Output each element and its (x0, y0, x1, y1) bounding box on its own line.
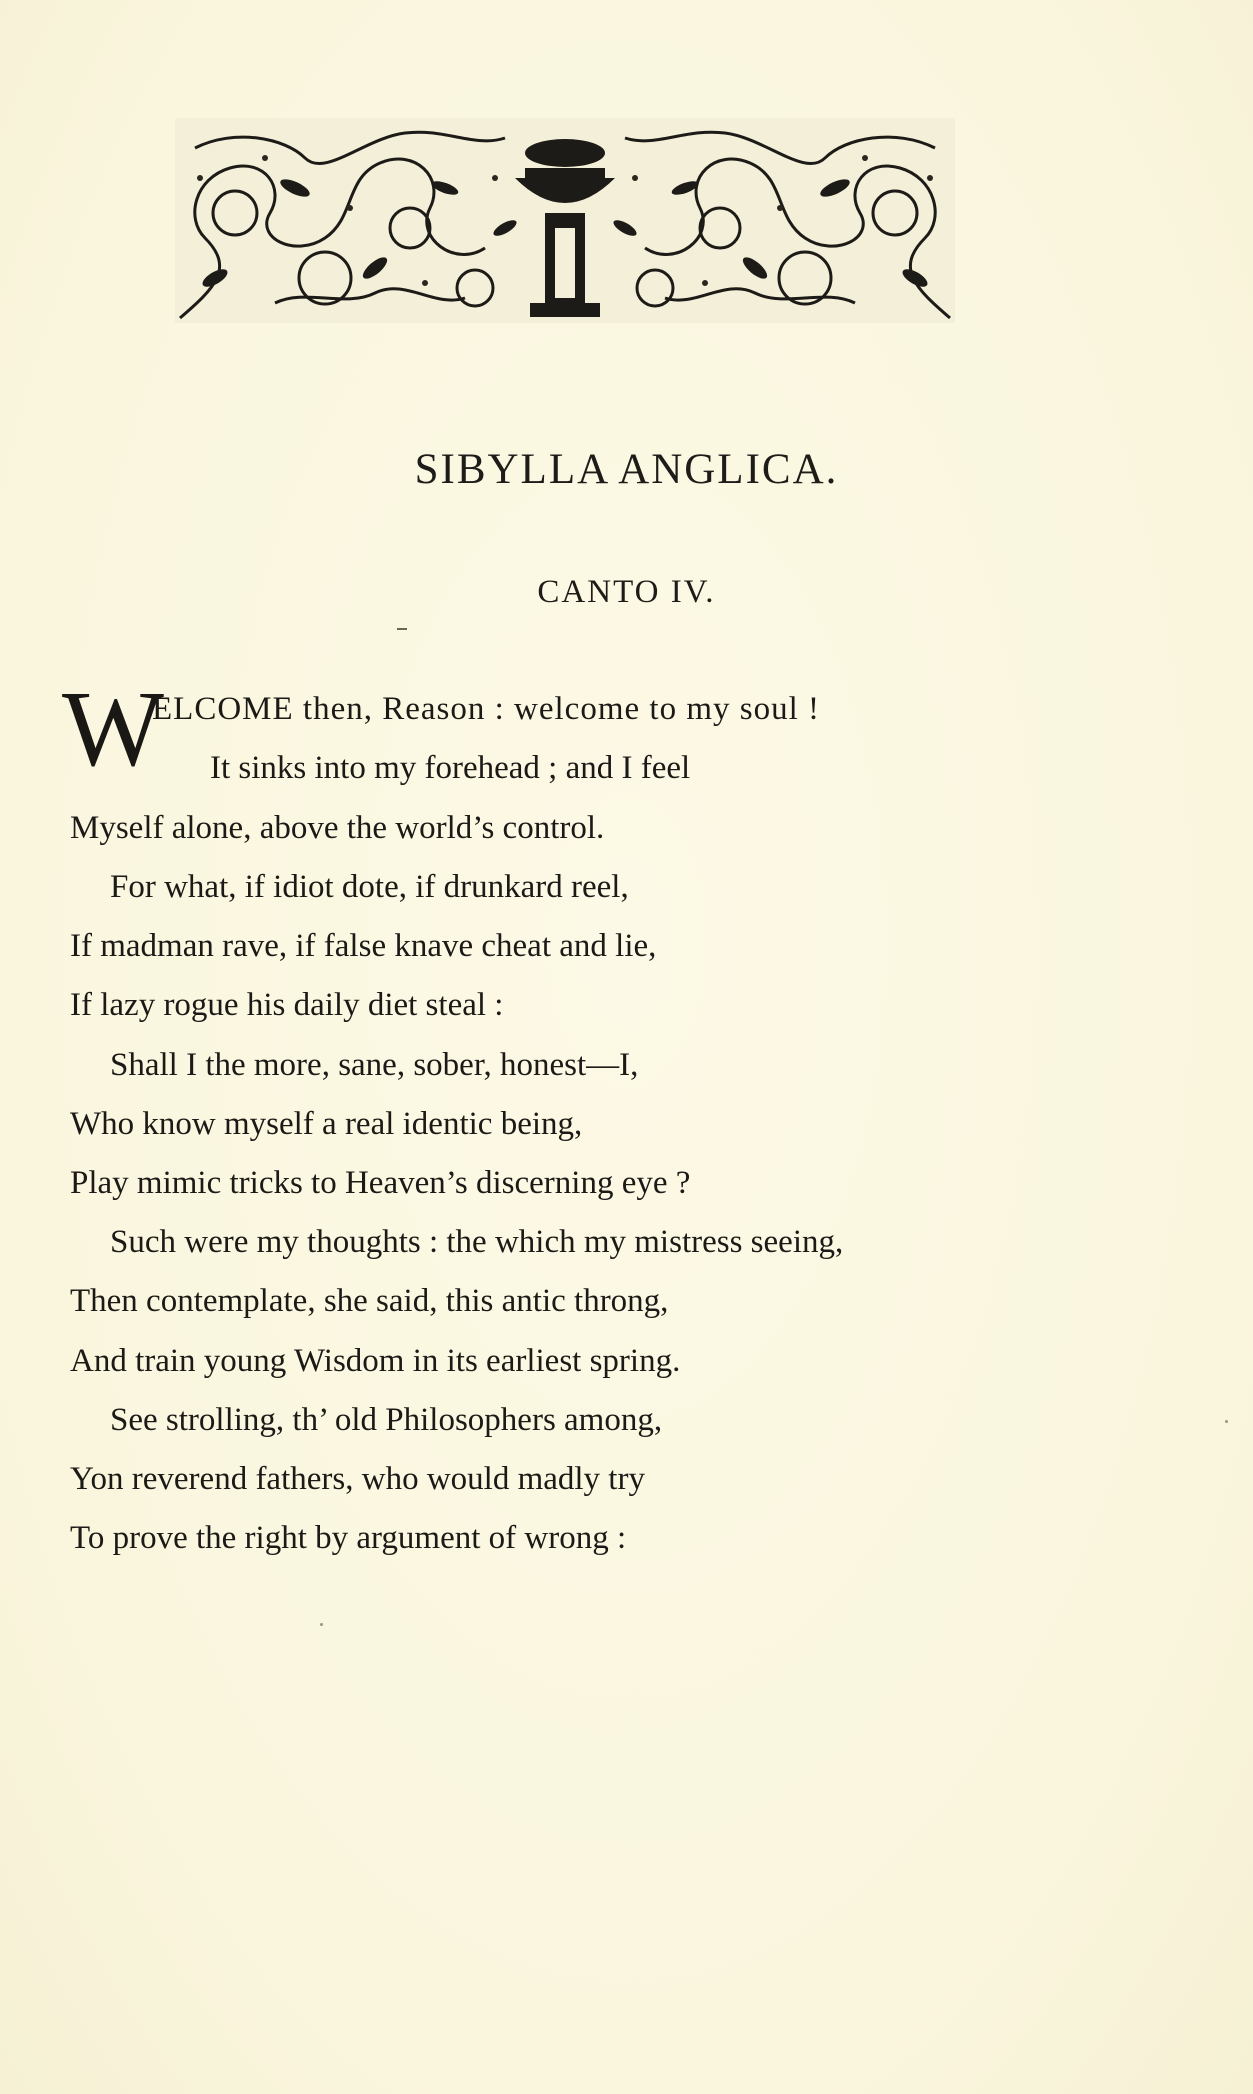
poem-line-9: Play mimic tricks to Heaven’s discerning eye ? (70, 1165, 691, 1201)
canto-heading: CANTO IV. (537, 574, 716, 610)
poem-line-10: Such were my thoughts : the which my mistress seeing, (110, 1224, 844, 1260)
poem-line-14: Yon reverend fathers, who would madly try (70, 1461, 645, 1497)
poem-line-8: Who know myself a real identic being, (70, 1106, 583, 1142)
poem-line-2: It sinks into my forehead ; and I feel (210, 750, 691, 786)
poem-line-12: And train young Wisdom in its earliest spring. (70, 1343, 681, 1379)
paper-speck (320, 1623, 323, 1626)
poem-line-4: For what, if idiot dote, if drunkard reel, (110, 869, 629, 905)
poem-line-1: ELCOME then, Reason : welcome to my soul ! (152, 691, 820, 727)
poem-line-3: Myself alone, above the world’s control. (70, 810, 605, 846)
page-title: SIBYLLA ANGLICA. (414, 446, 839, 493)
poem-line-5: If madman rave, if false knave cheat and lie, (70, 928, 657, 964)
poem-line-11: Then contemplate, she said, this antic throng, (70, 1283, 669, 1319)
poem-line-7: Shall I the more, sane, sober, honest—I, (110, 1047, 639, 1083)
poem-line-13: See strolling, th’ old Philosophers among, (110, 1402, 663, 1438)
poem-line-15: To prove the right by argument of wrong : (70, 1520, 627, 1556)
paper-speck (1225, 1420, 1228, 1423)
drop-cap: W (62, 670, 164, 789)
poem-line-6: If lazy rogue his daily diet steal : (70, 987, 504, 1023)
